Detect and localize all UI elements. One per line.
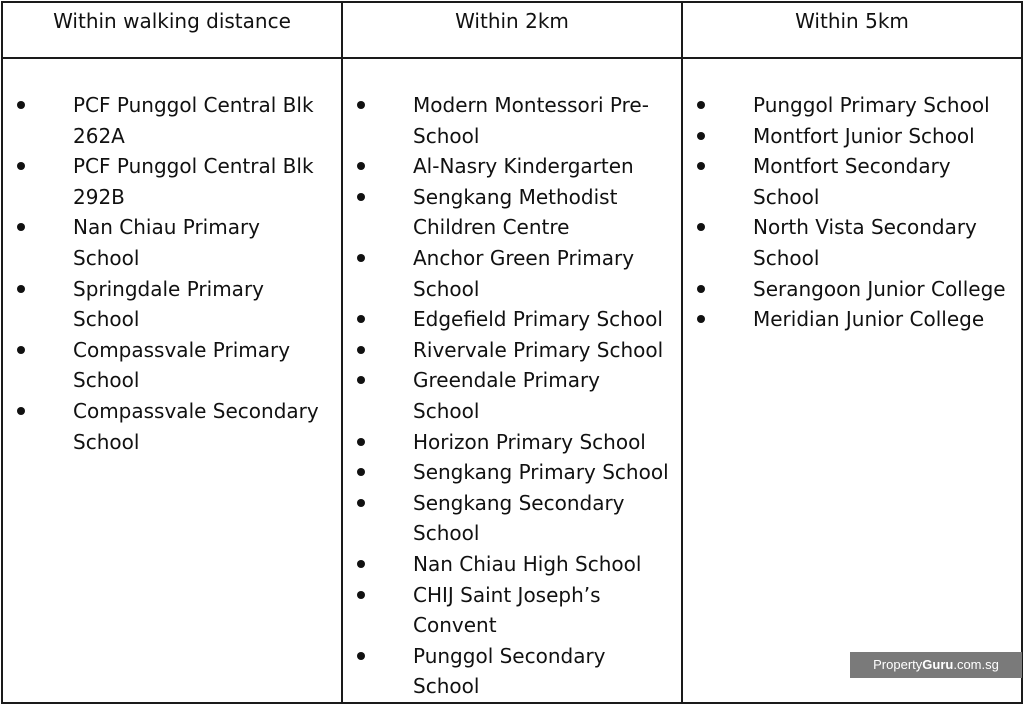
school-name: Rivervale Primary School [413,337,664,362]
list-item [683,151,1009,212]
list-item [343,580,669,641]
header-row [2,2,1022,58]
school-name: CHIJ Saint Joseph’s Convent [413,582,601,638]
list-item [343,641,669,702]
school-name: PCF Punggol Central Blk 262A [73,93,314,148]
school-name: PCF Punggol Central Blk 292B [73,154,314,209]
column-cell-5km [682,58,1022,703]
school-name: Compassvale Secondary School [73,398,319,454]
list-item [3,396,329,457]
school-name: Serangoon Junior College [753,276,1006,301]
column-cell-walking-distance [2,58,342,703]
list-item [343,549,669,580]
school-name: Springdale Primary School [73,276,264,332]
school-name: Modern Montessori Pre-School [413,93,649,148]
column-header-2km: Within 2km [342,2,682,58]
list-item [343,335,669,366]
bullet-icon [17,101,25,109]
bullet-icon [697,162,705,170]
bullet-icon [357,468,365,476]
watermark-part-guru: Guru [922,657,954,672]
school-name: Punggol Primary School [753,93,990,117]
column-header-5km: Within 5km [682,2,1022,58]
bullet-icon [357,499,365,507]
watermark-part-domain: .com.sg [953,657,999,672]
bullet-icon [357,376,365,384]
bullet-icon [357,315,365,323]
list-item [343,365,669,426]
content-row [2,58,1022,703]
school-name: Nan Chiau Primary School [73,215,261,270]
list-item [343,488,669,549]
watermark-part-property: Property [873,657,923,672]
bullet-icon [357,162,365,170]
list-item [683,90,1009,121]
list-item [343,243,669,304]
bullet-icon [17,223,25,231]
school-name: Horizon Primary School [413,429,646,454]
bullet-icon [17,162,25,170]
bullet-icon [697,223,705,231]
school-name: Edgefield Primary School [413,307,663,332]
school-name: Sengkang Primary School [413,460,669,485]
bullet-icon [697,285,705,293]
bullet-icon [357,560,365,568]
list-item [3,151,329,212]
school-name: Anchor Green Primary School [413,245,635,301]
bullet-icon [357,652,365,660]
bullet-icon [697,132,705,140]
school-name: Greendale Primary School [413,368,601,423]
list-item [3,90,329,151]
school-name: Sengkang Secondary School [413,490,625,546]
school-name: Al-Nasry Kindergarten [413,154,634,179]
list-item [683,212,1009,273]
propertyguru-watermark [850,652,1022,678]
school-name: Sengkang Methodist Children Centre [413,184,618,240]
list-item [3,212,329,273]
school-list-5km [683,59,1021,335]
school-name: Nan Chiau High School [413,551,642,576]
bullet-icon [697,315,705,323]
list-item [3,274,329,335]
list-item [343,151,669,182]
list-item [3,335,329,396]
bullet-icon [17,346,25,354]
school-name: Compassvale Primary School [73,337,291,393]
bullet-icon [17,285,25,293]
schools-table [1,1,1023,704]
bullet-icon [357,438,365,446]
school-list-2km [343,59,681,702]
list-item [343,182,669,243]
list-item [343,457,669,488]
bullet-icon [357,591,365,599]
bullet-icon [357,193,365,201]
bullet-icon [357,254,365,262]
column-header-walking-distance: Within walking distance [2,2,342,58]
column-cell-2km [342,58,682,703]
bullet-icon [17,407,25,415]
bullet-icon [697,101,705,109]
school-name: Montfort Secondary School [753,154,951,209]
school-name: Meridian Junior College [753,307,985,332]
list-item [343,90,669,151]
bullet-icon [357,101,365,109]
list-item [683,304,1009,335]
school-name: Punggol Secondary School [413,643,606,699]
school-list-walking-distance [3,59,341,457]
list-item [683,274,1009,305]
list-item [683,121,1009,152]
bullet-icon [357,346,365,354]
school-name: North Vista Secondary School [753,215,977,270]
school-name: Montfort Junior School [753,123,975,148]
list-item [343,304,669,335]
list-item [343,427,669,458]
